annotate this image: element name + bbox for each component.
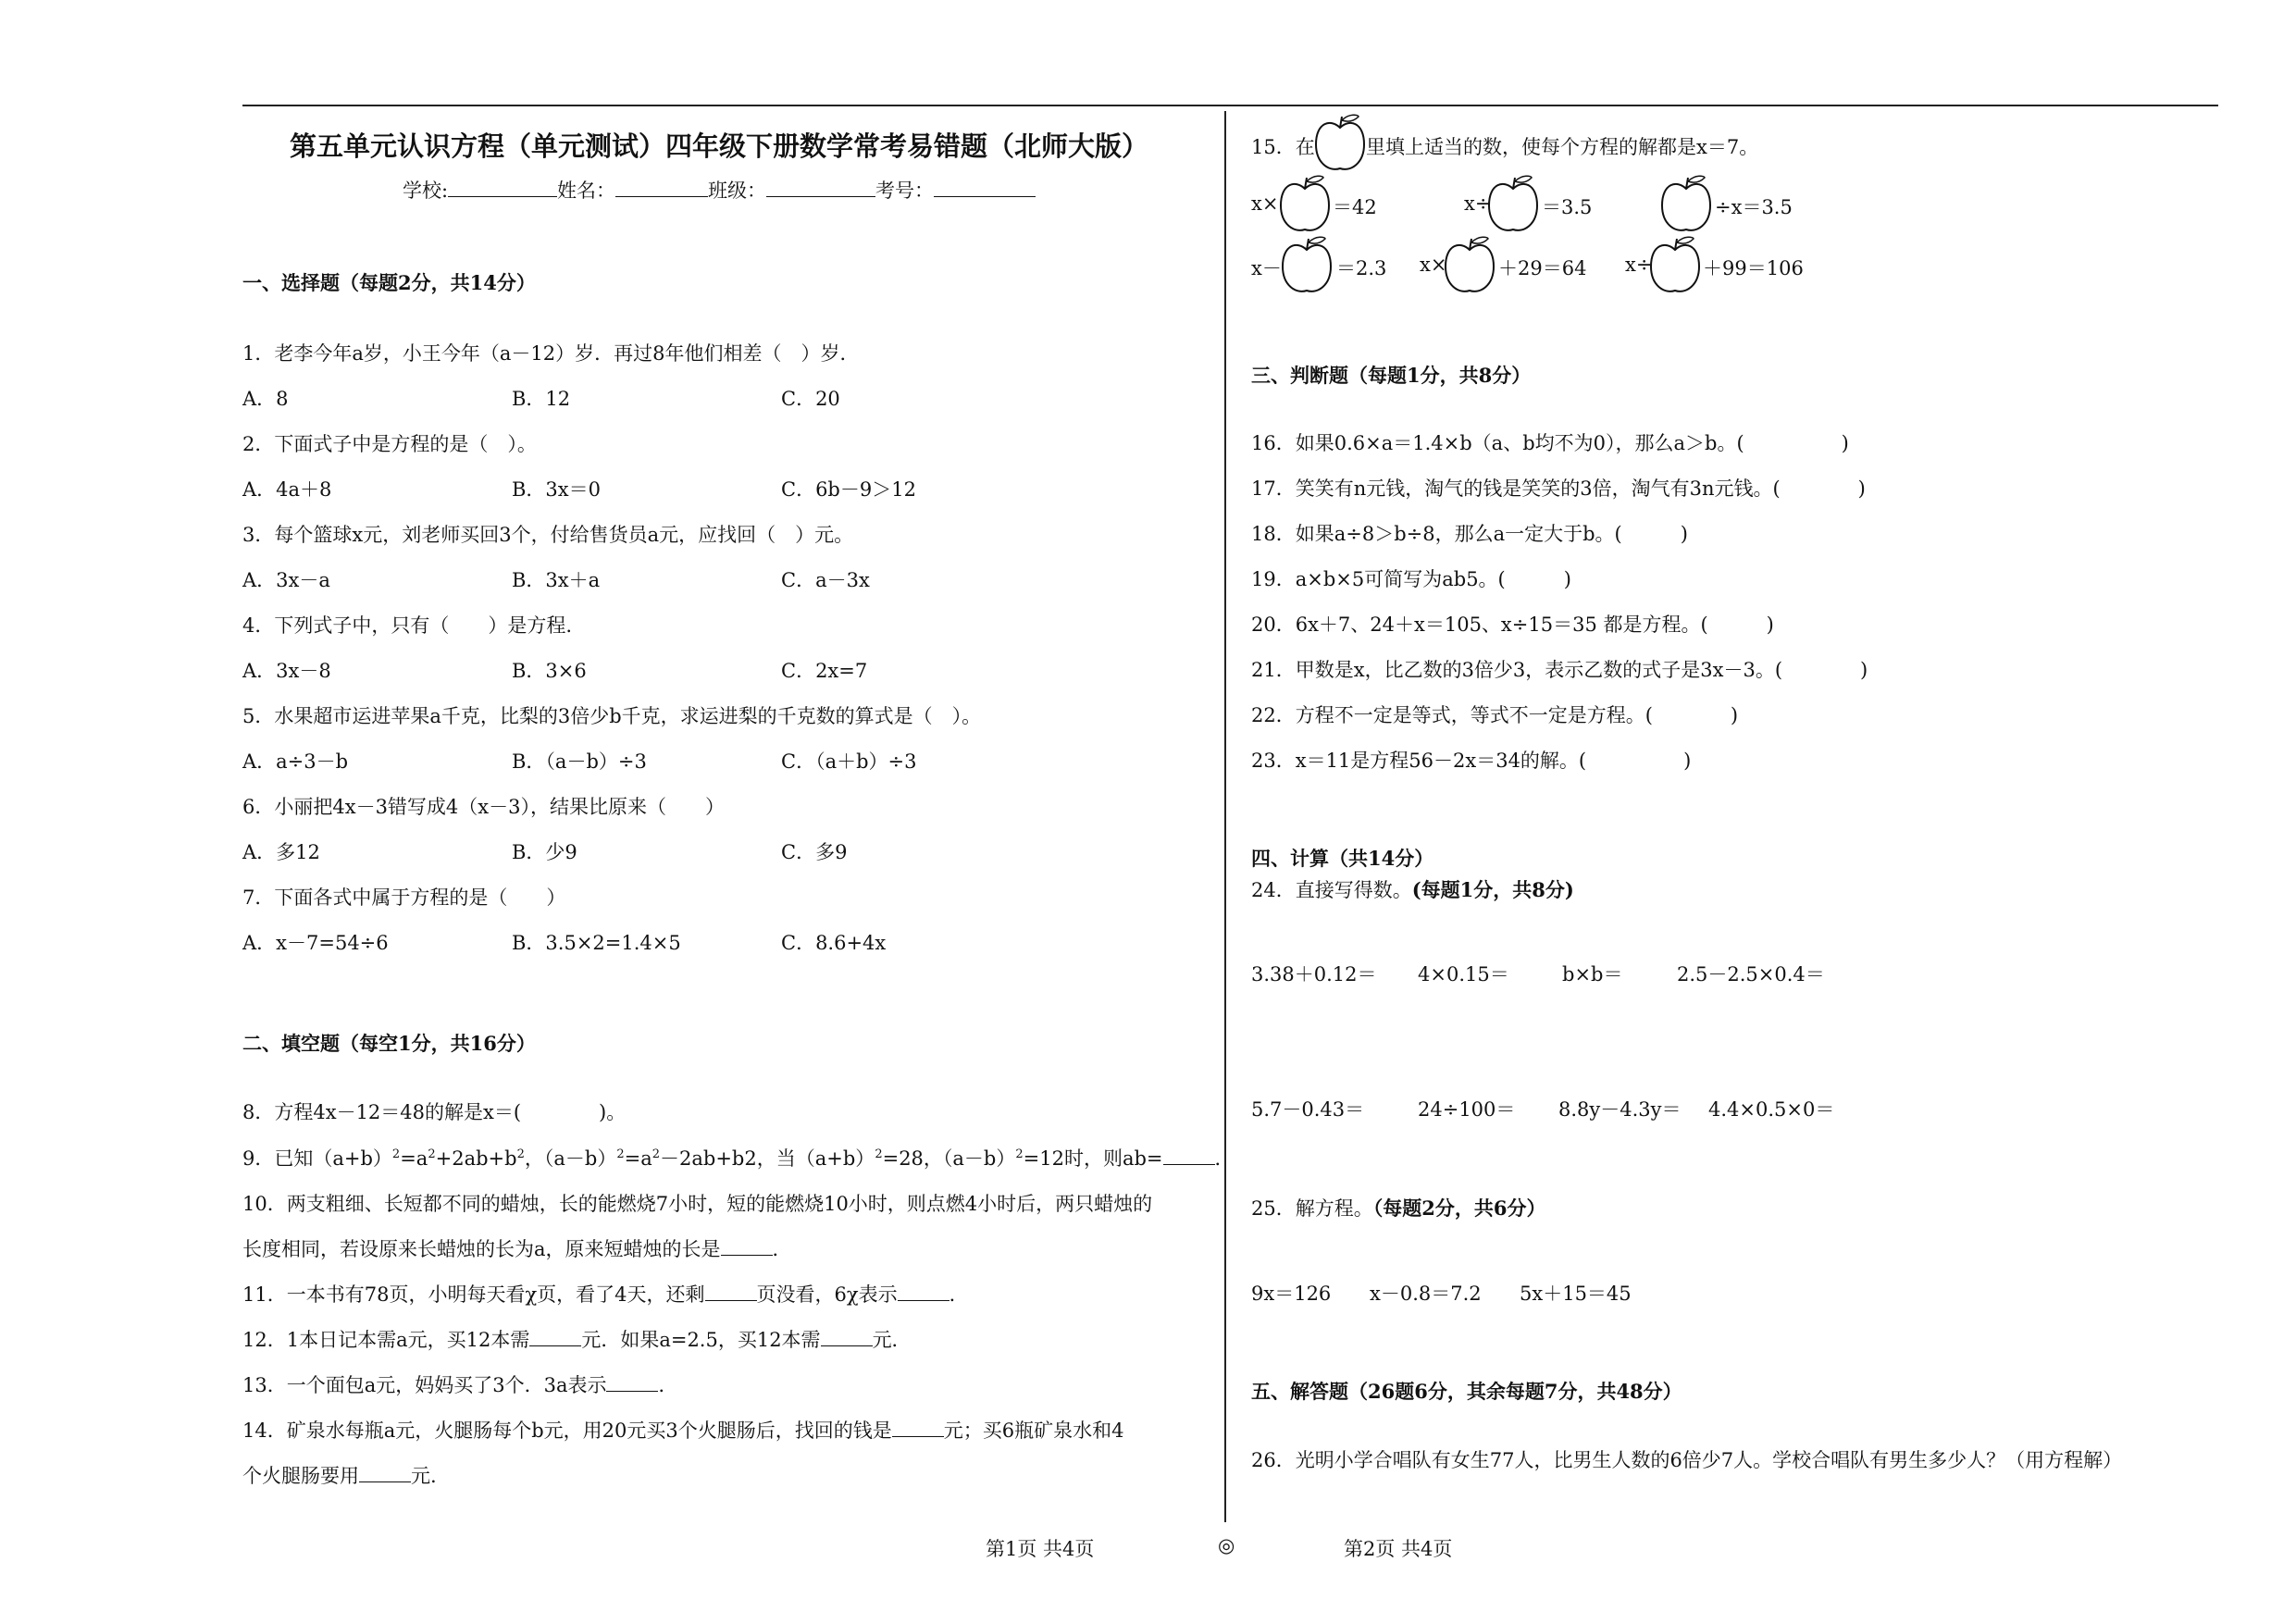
- question-9: 9．已知$(a+b)^2=a^2+2ab+b^2$，$(a-b)^2=a^2-2ab+b2$，当$(a+b)^2=28$，$(a-b)^2=12$时，则ab= ．: [242, 1147, 1235, 1170]
- calc-item: 4.4×0.5×0＝: [1708, 1098, 1835, 1121]
- question-21: 21．甲数是x，比乙数的3倍少3，表示乙数的式子是3x－3。( ): [1251, 659, 1868, 681]
- question-26: 26．光明小学合唱队有女生77人，比男生人数的6倍少7人。学校合唱队有男生多少人？（用方程解）: [1251, 1449, 2123, 1471]
- question-12: 12．1本日记本需a元，买12本需 元．如果a=2.5，买12本需 元．: [242, 1329, 912, 1351]
- q2-option-c[interactable]: C．6b－9＞12: [781, 478, 916, 501]
- school-blank[interactable]: [448, 178, 557, 197]
- footer-left-page: 第1页 共4页: [986, 1538, 1095, 1560]
- calc-item: 24÷100＝: [1418, 1098, 1516, 1121]
- question-5: 5．水果超市运进苹果a千克，比梨的3倍少b千克，求运进梨的千克数的算式是（ ）。: [242, 705, 982, 727]
- q1-option-b[interactable]: B．12: [512, 388, 571, 410]
- q7-option-a[interactable]: A．x－7=54÷6: [242, 932, 389, 954]
- solve-item: x－0.8＝7.2: [1370, 1283, 1482, 1305]
- apple-icon[interactable]: [1279, 235, 1334, 296]
- class-label: 班级：: [708, 180, 767, 202]
- eq6-suffix: ＋99＝106: [1703, 257, 1804, 279]
- q3-option-b[interactable]: B．3x＋a: [512, 569, 601, 591]
- q7-option-b[interactable]: B．3.5×2=1.4×5: [512, 932, 681, 954]
- class-blank[interactable]: [766, 178, 875, 197]
- q12-blank-1[interactable]: [529, 1327, 581, 1346]
- footer-center-mark: ◎: [1218, 1534, 1235, 1556]
- apple-icon[interactable]: [1647, 235, 1703, 296]
- q2-option-a[interactable]: A．4a＋8: [242, 478, 332, 501]
- apple-icon: [1312, 113, 1368, 174]
- calc-item: 4×0.15＝: [1418, 963, 1509, 986]
- q1-option-a[interactable]: A．8: [242, 388, 289, 410]
- question-8: 8．方程4x－12＝48的解是x＝( )。: [242, 1101, 627, 1123]
- eq5-suffix: ＋29＝64: [1498, 257, 1587, 279]
- question-25: 25．解方程。（每题2分，共6分）: [1251, 1196, 1546, 1220]
- question-2: 2．下面式子中是方程的是（ ）。: [242, 433, 537, 455]
- eq2-suffix: ＝3.5: [1542, 196, 1593, 218]
- section-fill-heading: 二、填空题（每空1分，共16分）: [242, 1032, 536, 1055]
- eq2-prefix: x÷: [1464, 192, 1492, 215]
- apple-icon[interactable]: [1277, 174, 1333, 235]
- q12-blank-2[interactable]: [821, 1327, 873, 1346]
- question-3: 3．每个篮球x元，刘老师买回3个，付给售货员a元，应找回（ ）元。: [242, 524, 854, 546]
- q9-blank[interactable]: [1163, 1146, 1215, 1165]
- question-10-line2: 长度相同，若设原来长蜡烛的长为a，原来短蜡烛的长是 ．: [242, 1238, 792, 1260]
- calc-item: 5.7－0.43＝: [1251, 1098, 1365, 1121]
- eq4-suffix: ＝2.3: [1336, 257, 1387, 279]
- section-calc-heading: 四、计算（共14分）: [1251, 847, 1434, 870]
- question-7: 7．下面各式中属于方程的是（ ）: [242, 886, 566, 909]
- question-23: 23．x＝11是方程56－2x＝34的解。( ): [1251, 750, 1692, 772]
- q6-option-b[interactable]: B．少9: [512, 841, 577, 863]
- exam-no-blank[interactable]: [934, 178, 1036, 197]
- calc-item: 3.38＋0.12＝: [1251, 963, 1377, 986]
- question-1: 1．老李今年a岁，小王今年（a－12）岁．再过8年他们相差（ ）岁．: [242, 342, 860, 365]
- eq5-prefix: x×: [1420, 254, 1447, 276]
- question-20: 20．6x＋7、24＋x＝105、x÷15＝35 都是方程。( ): [1251, 614, 1774, 636]
- question-15-text: 里填上适当的数，使每个方程的解都是x＝7。: [1366, 136, 1759, 158]
- calc-item: b×b＝: [1562, 963, 1623, 986]
- student-info-line: [242, 176, 1196, 204]
- question-14-line2: 个火腿肠要用 元.: [242, 1465, 437, 1487]
- q11-blank-2[interactable]: [898, 1282, 949, 1301]
- q11-blank-1[interactable]: [705, 1282, 757, 1301]
- eq3-suffix: ÷x＝3.5: [1715, 196, 1793, 218]
- section-choice-heading: 一、选择题（每题2分，共14分）: [242, 271, 536, 294]
- q7-option-c[interactable]: C．8.6+4x: [781, 932, 887, 954]
- q14-blank-1[interactable]: [892, 1418, 944, 1437]
- school-label: 学校:: [402, 180, 449, 202]
- solve-item: 5x＋15＝45: [1520, 1283, 1632, 1305]
- q2-option-b[interactable]: B．3x＝0: [512, 478, 601, 501]
- question-16: 16．如果0.6×a＝1.4×b（a、b均不为0），那么a＞b。( ): [1251, 432, 1849, 454]
- q4-option-b[interactable]: B．3×6: [512, 660, 587, 682]
- q5-option-b[interactable]: B．（a－b）÷3: [512, 750, 647, 773]
- question-6: 6．小丽把4x－3错写成4（x－3），结果比原来（ ）: [242, 796, 725, 818]
- section-judge-heading: 三、判断题（每题1分，共8分）: [1251, 364, 1532, 387]
- q13-blank[interactable]: [606, 1372, 658, 1392]
- calc-item: 2.5－2.5×0.4＝: [1677, 963, 1825, 986]
- q1-option-c[interactable]: C．20: [781, 388, 840, 410]
- footer-right-page: 第2页 共4页: [1344, 1538, 1453, 1560]
- apple-icon[interactable]: [1485, 174, 1541, 235]
- eq1-suffix: ＝42: [1333, 196, 1377, 218]
- name-blank[interactable]: [615, 178, 708, 197]
- question-11: 11．一本书有78页，小明每天看χ页，看了4天，还剩 页没看，6χ表示 ．: [242, 1283, 969, 1306]
- name-label: 姓名：: [557, 180, 616, 202]
- q6-option-c[interactable]: C．多9: [781, 841, 848, 863]
- eq6-prefix: x÷: [1625, 254, 1653, 276]
- question-14-line1: 14．矿泉水每瓶a元，火腿肠每个b元，用20元买3个火腿肠后，找回的钱是 元；买6瓶矿泉水和4: [242, 1419, 1124, 1442]
- top-rule: [242, 105, 2218, 106]
- apple-icon[interactable]: [1658, 174, 1714, 235]
- q6-option-a[interactable]: A．多12: [242, 841, 320, 863]
- apple-icon[interactable]: [1442, 235, 1497, 296]
- q3-option-a[interactable]: A．3x－a: [242, 569, 330, 591]
- q4-option-a[interactable]: A．3x－8: [242, 660, 331, 682]
- question-22: 22．方程不一定是等式，等式不一定是方程。( ): [1251, 704, 1739, 726]
- eq1-prefix: x×: [1251, 192, 1279, 215]
- q14-blank-2[interactable]: [359, 1463, 411, 1482]
- solve-item: 9x＝126: [1251, 1283, 1332, 1305]
- section-answer-heading: 五、解答题（26题6分，其余每题7分，共48分）: [1251, 1380, 1682, 1403]
- question-10-line1: 10．两支粗细、长短都不同的蜡烛，长的能燃烧7小时，短的能燃烧10小时，则点燃4小时后，两只蜡烛的: [242, 1193, 1153, 1215]
- question-24: 24．直接写得数。(每题1分，共8分): [1251, 878, 1574, 901]
- question-19: 19．a×b×5可简写为ab5。( ): [1251, 568, 1571, 590]
- question-18: 18．如果a÷8＞b÷8，那么a一定大于b。( ): [1251, 523, 1688, 545]
- q5-option-c[interactable]: C．（a＋b）÷3: [781, 750, 917, 773]
- question-13: 13．一个面包a元，妈妈买了3个．3a表示 ．: [242, 1374, 678, 1396]
- q4-option-c[interactable]: C．2x=7: [781, 660, 868, 682]
- exam-no-label: 考号：: [875, 180, 935, 202]
- q10-blank[interactable]: [721, 1236, 773, 1256]
- page-title: 第五单元认识方程（单元测试）四年级下册数学常考易错题（北师大版）: [289, 130, 1148, 162]
- q5-option-a[interactable]: A．a÷3－b: [242, 750, 349, 773]
- question-4: 4．下列式子中，只有（ ）是方程.: [242, 614, 573, 637]
- q3-option-c[interactable]: C．a－3x: [781, 569, 870, 591]
- center-divider: [1224, 111, 1226, 1522]
- eq4-prefix: x－: [1251, 257, 1282, 279]
- question-17: 17．笑笑有n元钱，淘气的钱是笑笑的3倍，淘气有3n元钱。( ): [1251, 477, 1866, 500]
- question-15-prefix: 15．在: [1251, 136, 1315, 158]
- calc-item: 8.8y－4.3y＝: [1558, 1098, 1682, 1121]
